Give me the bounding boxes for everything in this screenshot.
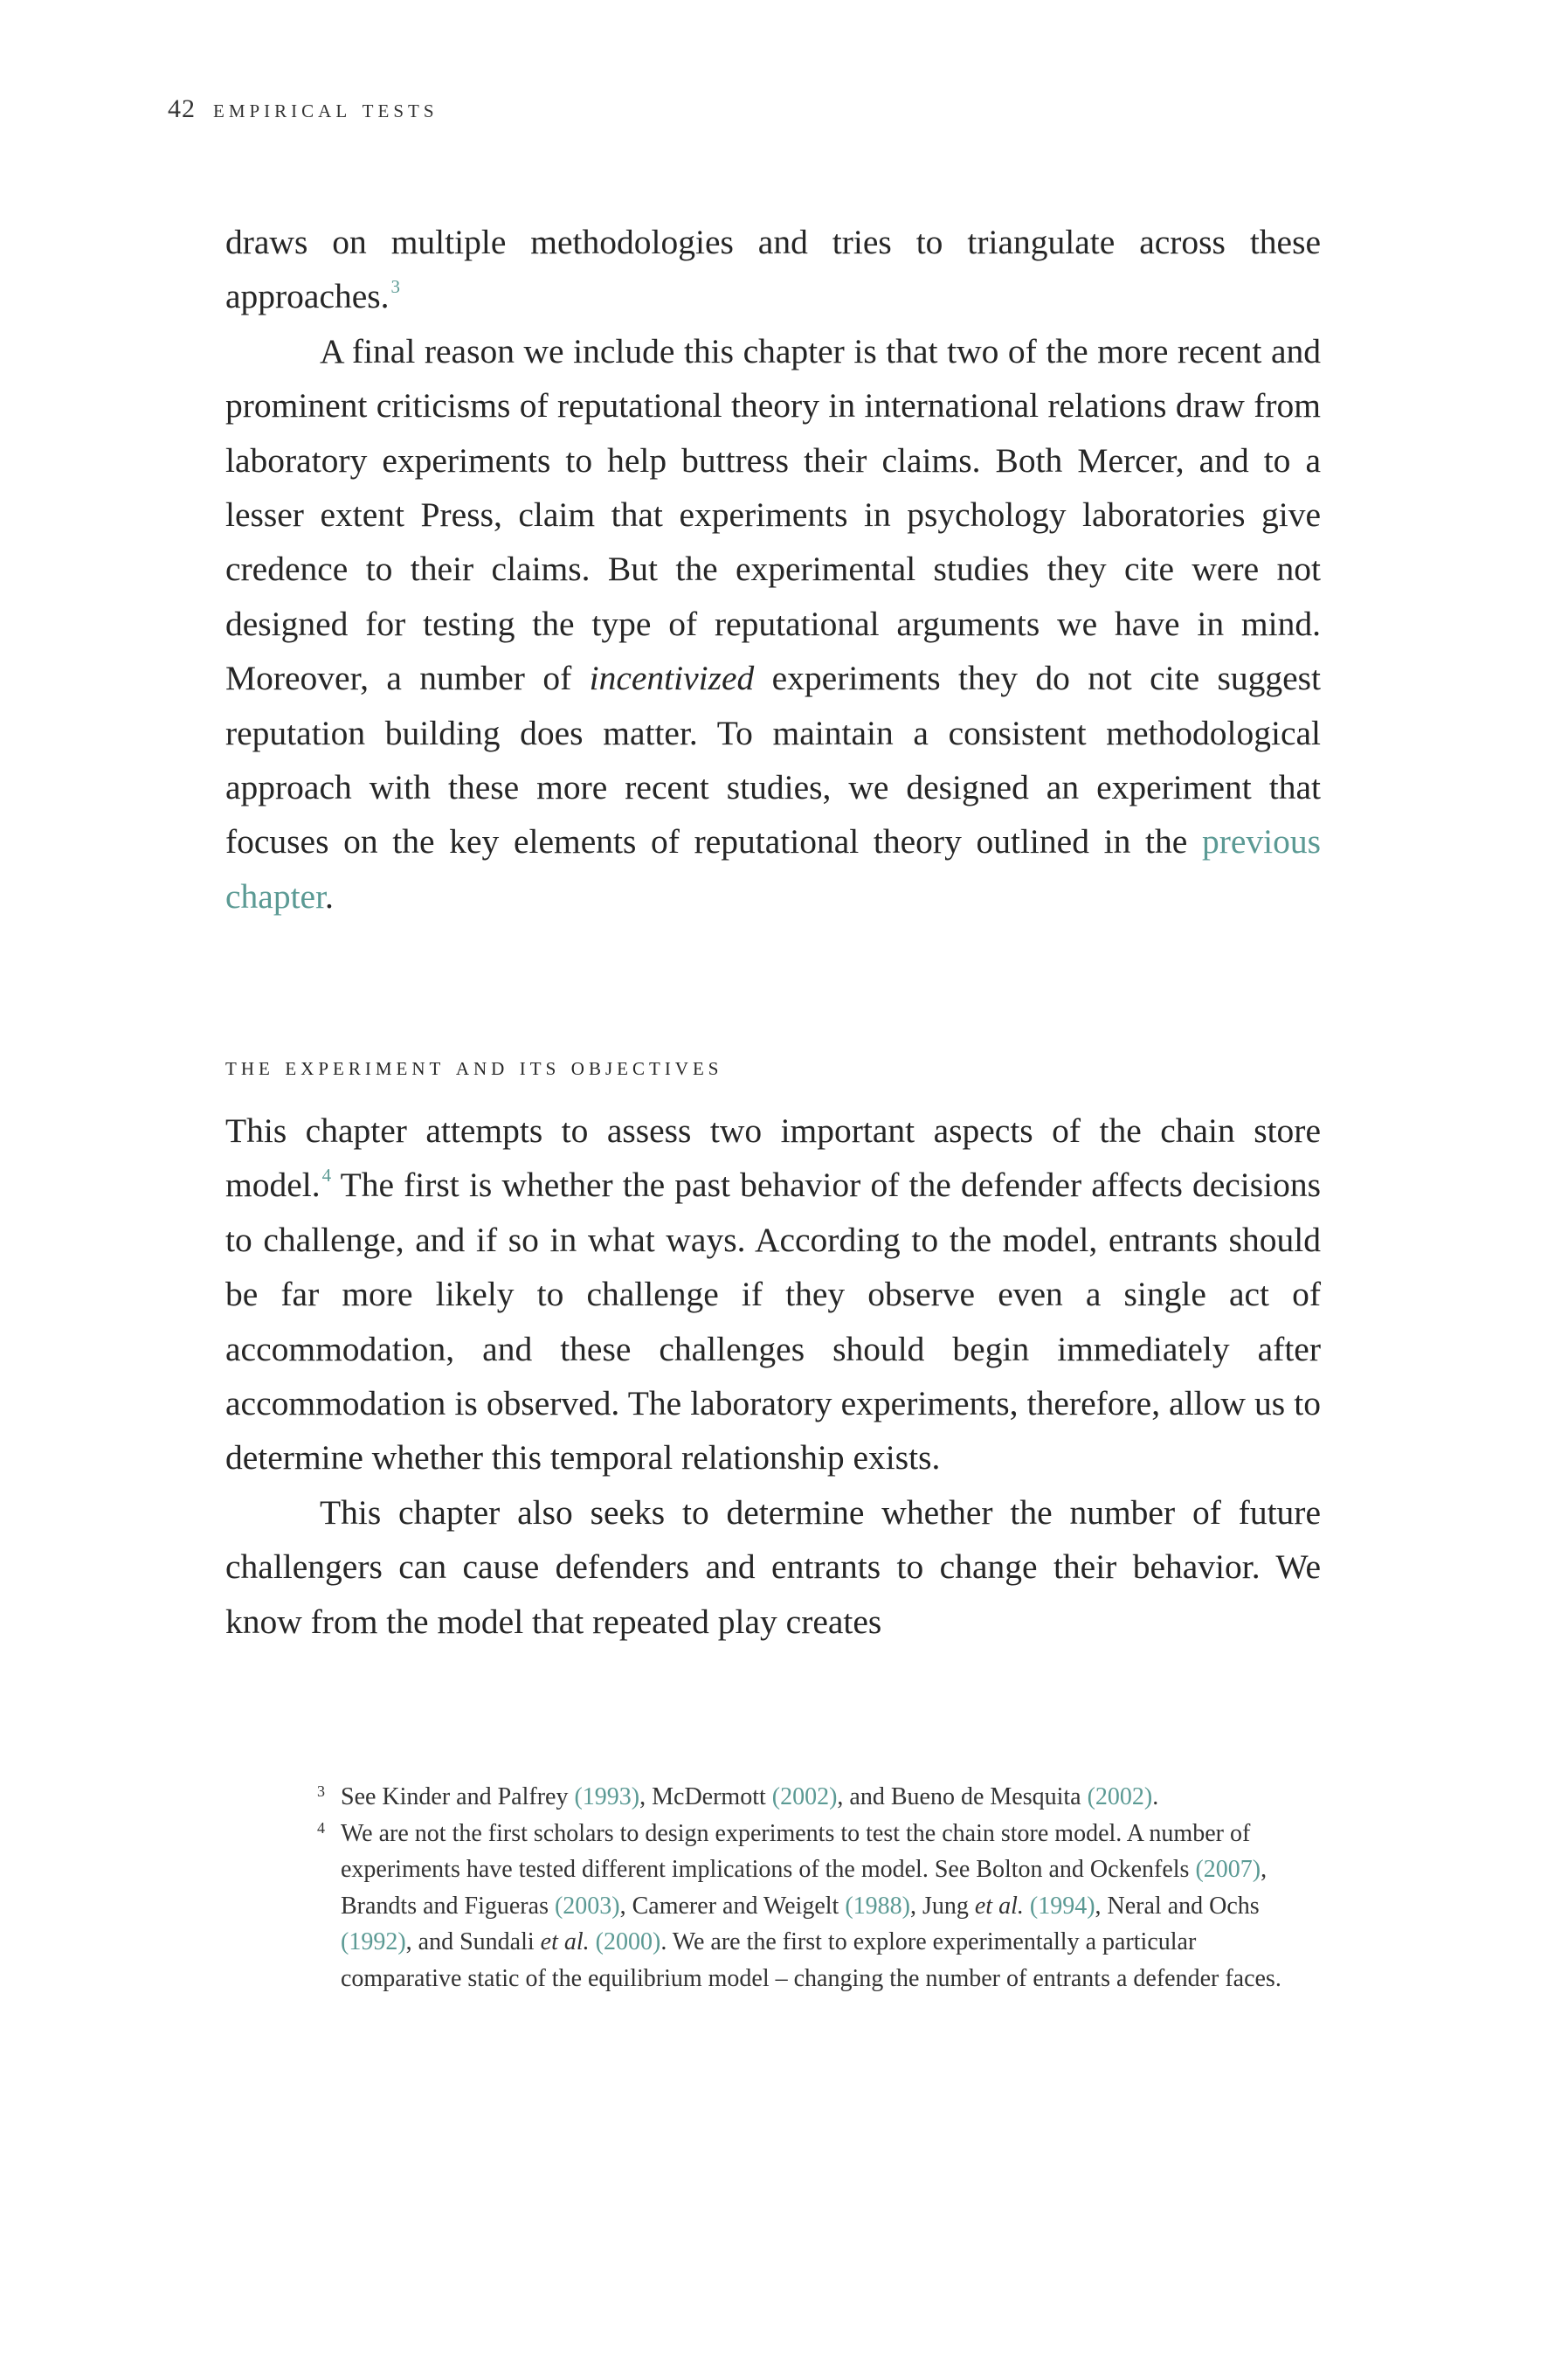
footnote-4: [319, 1816, 1309, 1997]
body-text-lower: [225, 1104, 1321, 1649]
footnote-ref-3[interactable]: 3: [390, 276, 401, 298]
footnote-text: , Neral and Ochs: [1095, 1892, 1260, 1920]
footnote-text: . We are the first to explore experimentally a particular comparative static of the equilibrium model – changing the number of entrants a defender faces.: [341, 1928, 1281, 1992]
running-head-title: empirical tests: [213, 94, 439, 123]
body-text-upper: [225, 215, 1321, 924]
footnote-text: .: [1152, 1783, 1159, 1810]
footnote-text: [1024, 1893, 1030, 1920]
paragraph-text: draws on multiple methodologies and tries to triangulate across these approaches.: [225, 223, 1321, 316]
citation-link[interactable]: (1994): [1029, 1892, 1095, 1920]
footnotes: [319, 1779, 1309, 1997]
footnote-text: , Camerer and Weigelt: [619, 1892, 846, 1920]
footnote-ref-4[interactable]: 4: [321, 1165, 332, 1187]
footnote-number: 4: [317, 1818, 325, 1837]
citation-link[interactable]: (1992): [341, 1928, 406, 1956]
paragraph-text: The first is whether the past behavior of the defender affects decisions to challenge, and if so in what ways. According to the model, entrants should be far more likely to challenge if they observe even a single act of accommodation, and these challenges should begin immediately after accommodation is observed. The laboratory experiments, therefore, allow us to determine whether this temporal relationship exists.: [225, 1166, 1321, 1478]
paragraph-future-challengers: [225, 1485, 1321, 1649]
footnote-text: , Brandts and Figueras: [341, 1856, 1268, 1920]
running-head: [168, 94, 439, 124]
paragraph-continued: [225, 215, 1321, 324]
previous-chapter-link[interactable]: previous chapter: [225, 822, 1321, 916]
paragraph-end: .: [325, 876, 334, 916]
footnote-text: , Jung: [909, 1892, 975, 1920]
footnote-number: 3: [317, 1782, 325, 1800]
italic-et-al: et al.: [974, 1892, 1024, 1920]
paragraph-final-reason: [225, 324, 1321, 924]
footnote-3: [319, 1779, 1309, 1816]
page-number: 42: [168, 94, 196, 123]
citation-link[interactable]: (2002): [1087, 1783, 1153, 1810]
citation-link[interactable]: (2002): [771, 1783, 838, 1810]
paragraph-text: This chapter also seeks to determine whether the number of future challengers can cause defenders and entrants to change their behavior. We know from the model that repeated play creates: [225, 1492, 1321, 1641]
section-heading: the experiment and its objectives: [225, 1052, 723, 1081]
footnote-text: See Kinder and Palfrey: [341, 1783, 575, 1810]
paragraph-text: A final reason we include this chapter is that two of the more recent and prominent criticisms of reputational theory in international relations draw from laboratory experiments to help buttress their claims. Both Mercer, and to a lesser extent Press, claim that experiments in psychology laboratories give credence to their claims. But the experimental studies they cite were not designed for testing the type of reputational arguments we have in mind. Moreover, a number of: [225, 331, 1321, 698]
citation-link[interactable]: (2007): [1195, 1856, 1261, 1884]
paragraph-text: experiments they do not cite suggest reputation building does matter. To maintain a consistent methodological approach with these more recent studies, we designed an experiment that focuses on the key elements of reputational theory outlined in the: [225, 659, 1321, 862]
paragraph-objectives: [225, 1104, 1321, 1485]
citation-link[interactable]: (2000): [595, 1928, 661, 1956]
italic-term: incentivized: [589, 659, 755, 698]
citation-link[interactable]: (1993): [574, 1783, 640, 1810]
footnote-text: , McDermott: [639, 1783, 772, 1810]
footnote-text: , and Bueno de Mesquita: [837, 1783, 1088, 1810]
citation-link[interactable]: (1988): [845, 1892, 910, 1920]
footnote-text: [590, 1928, 596, 1955]
paragraph-text: This chapter attempts to assess two important aspects of the chain store model.: [225, 1111, 1321, 1205]
footnote-text: , and Sundali: [405, 1928, 541, 1956]
citation-link[interactable]: (2003): [554, 1892, 620, 1920]
italic-et-al: et al.: [540, 1928, 590, 1956]
footnote-text: We are not the first scholars to design experiments to test the chain store model. A number of experiments have tested different implications of the model. See Bolton and Ockenfels: [341, 1819, 1251, 1884]
